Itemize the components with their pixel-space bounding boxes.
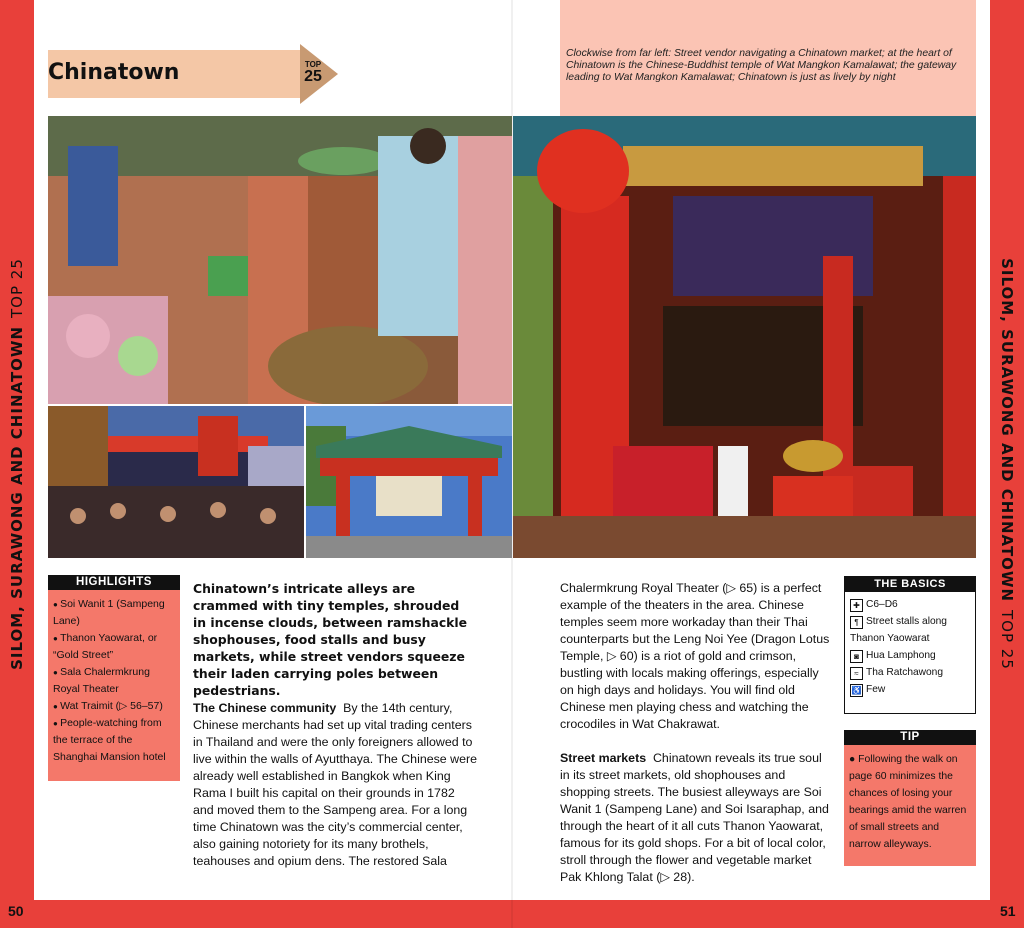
highlights-heading: HIGHLIGHTS	[48, 575, 180, 590]
basics-item: ¶ Street stalls along	[850, 613, 975, 630]
basics-list	[845, 592, 975, 698]
photo-temple-interior	[513, 116, 976, 558]
photo-caption: Clockwise from far left: Street vendor navigating a Chinatown market; at the heart of Chinatown is the Chinese-Buddhist temple of Wat Mangkon Kamalawat; the gateway leading to Wat Mangkon Kamalawat; Chinatown is just as lively by night	[566, 48, 957, 83]
highlight-item: ● Sala Chalermkrung Royal Theater	[53, 664, 176, 698]
basics-item: Thanon Yaowarat	[850, 633, 930, 644]
basics-heading: THE BASICS	[845, 577, 975, 592]
basics-item: ♿ Few	[851, 684, 886, 695]
section-heading-chinese-community: The Chinese community	[193, 701, 337, 715]
section-text-street-markets: Chinatown reveals its true soul in its street markets, old shophouses and shopping streets. The busiest alleyways are Soi Wanit 1 (Sampeng Lane) and Soi Isaraphap, and through the heart of it all cuts Thanon Yaowarat, famous for its gold shops. For a bit of local color, stroll through the flower and vegetable market Pak Khlong Talat (▷ 28).	[560, 751, 829, 884]
highlight-item: ● Wat Traimit (▷ 56–57)	[53, 698, 176, 715]
highlight-item: ● Soi Wanit 1 (Sampeng Lane)	[53, 596, 176, 630]
train-icon: ◙	[850, 650, 863, 663]
side-band-top-label: TOP 25	[998, 610, 1016, 670]
basics-box	[844, 576, 976, 714]
tip-heading: TIP	[844, 730, 976, 745]
top25-badge-top: TOP	[304, 60, 322, 69]
wheelchair-icon: ♿	[851, 686, 862, 695]
page-number-right: 51	[1000, 903, 1016, 919]
top25-badge	[300, 44, 340, 109]
photo-night-street	[48, 406, 304, 558]
photo-temple-gateway	[306, 406, 512, 558]
boat-icon: ≈	[850, 667, 863, 680]
page-number-left: 50	[8, 903, 24, 919]
basics-item: ✚ C6–D6	[850, 596, 975, 613]
section-heading-street-markets: Street markets	[560, 751, 647, 765]
tip-text: Following the walk on page 60 minimizes the chances of losing your bearings amid the warren of small streets and narrow alleyways.	[849, 754, 967, 850]
side-band-section-label: SILOM, SURAWONG AND CHINATOWN	[8, 325, 26, 670]
side-band-top-label: TOP 25	[8, 258, 26, 318]
article-column-2	[560, 580, 830, 903]
highlights-list	[48, 590, 180, 766]
photo-street-vendor	[48, 116, 512, 404]
article-lead: Chinatown’s intricate alleys are crammed with tiny temples, shrouded in incense clouds, between ramshackle shophouses, food stalls and busy markets, while street vendors squeeze their laden carrying poles between pedestrians.	[193, 581, 468, 698]
highlight-item: ● Thanon Yaowarat, or “Gold Street”	[53, 630, 176, 664]
section-text-continued: Chalermkrung Royal Theater (▷ 65) is a perfect example of the theaters in the area. Chinese temples seem more workaday than their Thai counterparts but the Leng Noi Yee (Dragon Lotus Temple, ▷ 60) is a riot of gold and crimson, bustling with locals making offerings, especially on high days and holidays. You will find old Chinese men playing chess and watching the crocodiles in Wat Chakrawat.	[560, 581, 830, 731]
side-band-section-label: SILOM, SURAWONG AND CHINATOWN	[998, 258, 1016, 603]
page-title: Chinatown	[48, 60, 180, 85]
basics-item: ◙ Hua Lamphong	[850, 647, 975, 664]
highlights-box	[48, 575, 180, 781]
side-band-right	[990, 0, 1024, 928]
tip-box: TIP ● Following the walk on page 60 minimizes the chances of losing your bearings amid the warren of small streets and narrow alleyways.	[844, 730, 976, 866]
article-column-1	[193, 700, 477, 870]
highlight-item: ● People-watching from the terrace of the Shanghai Mansion hotel	[53, 715, 176, 766]
section-text-chinese-community: By the 14th century, Chinese merchants had set up vital trading centers in Thailand and were the only foreigners allowed to live within the walls of Ayutthaya. The Chinese were already well established in Bangkok when King Rama I built his capital on their grounds in 1782 and moved them to the Sampeng area. For a long time Chinatown was the city’s commercial center, also gaining notoriety for its many brothels, teahouses and opium dens. The restored Sala	[193, 701, 477, 868]
basics-item: ≈ Tha Ratchawong	[850, 664, 975, 681]
map-grid-icon: ✚	[850, 599, 863, 612]
cutlery-icon: ¶	[850, 616, 863, 629]
side-band-left	[0, 0, 34, 928]
top25-badge-number: 25	[304, 68, 322, 85]
